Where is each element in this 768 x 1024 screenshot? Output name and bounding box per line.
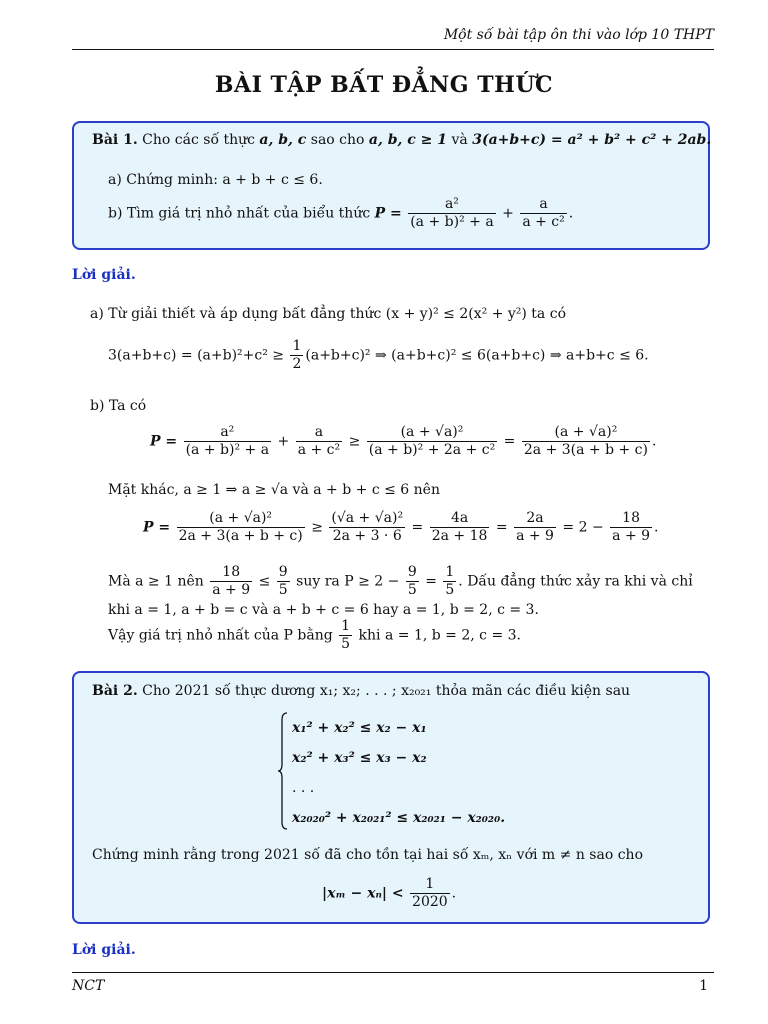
solution-1-b-equation-1: P = $\frac{\text{a²}}{\text{(a + b)² + a}}$ + $\frac{a}{\text{a + c²}}$ ≥ $\frac{\text{(a + √a)²}}{\text{(a + b)² + 2a + c²}}$ = $\frac{\text{(a + √a)²}}{2a + 3(a + b + c)}$ . <box>150 424 657 458</box>
solution-1-khi-line: khi a = 1, a + b = c và a + b + c = 6 hay a = 1, b = 2, c = 3. <box>108 602 539 618</box>
system-line-1: x₁² + x₂² ≤ x₂ − x₁ <box>292 720 427 736</box>
solution-1-b-text: b) Ta có <box>90 398 147 414</box>
solution-1-a-text: a) Từ giải thiết và áp dụng bất đẳng thức (x + y)² ≤ 2(x² + y²) ta có <box>90 306 566 322</box>
problem-1-part-b: b) Tìm giá trị nhỏ nhất của biểu thức P = $\frac{\text{a²}}{\text{(a + b)² + a}}$ + $\frac{a}{\text{a + c²}}$ . <box>108 196 574 230</box>
problem-1-statement: Bài 1. Cho các số thực a, b, c sao cho a, b, c ≥ 1 và 3(a+b+c) = a² + b² + c² + 2ab. <box>92 132 712 148</box>
footer-rule <box>72 972 714 973</box>
solution-1-b-equation-2: P = $\frac{\text{(a + √a)²}}{2a + 3(a + b + c)}$ ≥ $\frac{\text{(√a + √a)²}}{2a + 3 \cdot 6}$ = $\frac{4a}{2a + 18}$ = $\frac{2a}{a + 9}$ = 2 − $\frac{18}{a + 9}$ . <box>143 510 659 544</box>
solution-1-heading: Lời giải. <box>72 267 136 283</box>
system-line-2: x₂² + x₃² ≤ x₃ − x₂ <box>292 750 427 766</box>
running-header: Một số bài tập ôn thi vào lớp 10 THPT <box>443 27 714 43</box>
system-line-3: . . . <box>292 780 315 796</box>
solution-1-a-equation: 3(a+b+c) = (a+b)²+c² ≥ $\frac{1}{2}$ (a+b+c)² ⇒ (a+b+c)² ≤ 6(a+b+c) ⇒ a+b+c ≤ 6. <box>108 338 649 372</box>
problem-1-part-a: a) Chứng minh: a + b + c ≤ 6. <box>108 172 323 188</box>
system-line-4: x₂₀₂₀² + x₂₀₂₁² ≤ x₂₀₂₁ − x₂₀₂₀. <box>292 810 506 826</box>
solution-1-ma-line: Mà a ≥ 1 nên $\frac{18}{a + 9}$ ≤ $\frac{9}{5}$ suy ra P ≥ 2 − $\frac{9}{5}$ = $\frac{1}{5}$ . Dấu đẳng thức xảy ra khi và chỉ <box>108 564 693 598</box>
page-title: BÀI TẬP BẤT ĐẲNG THỨC <box>214 72 554 98</box>
problem-2-statement: Bài 2. Cho 2021 số thực dương x₁; x₂; . . . ; x₂₀₂₁ thỏa mãn các điều kiện sau <box>92 683 631 699</box>
problem-2-inequality: |xₘ − xₙ| < $\frac{1}{2020}$ . <box>322 876 457 910</box>
solution-2-heading: Lời giải. <box>72 942 136 958</box>
header-rule <box>72 49 714 50</box>
page-number: 1 <box>699 978 708 994</box>
solution-1-mat-khac: Mặt khác, a ≥ 1 ⇒ a ≥ √a và a + b + c ≤ 6 nên <box>108 482 440 498</box>
footer-author: NCT <box>72 978 105 994</box>
solution-1-conclusion: Vậy giá trị nhỏ nhất của P bằng $\frac{1}{5}$ khi a = 1, b = 2, c = 3. <box>108 618 521 652</box>
system-brace <box>278 712 288 830</box>
problem-2-prove: Chứng minh rằng trong 2021 số đã cho tồn tại hai số xₘ, xₙ với m ≠ n sao cho <box>92 847 643 863</box>
